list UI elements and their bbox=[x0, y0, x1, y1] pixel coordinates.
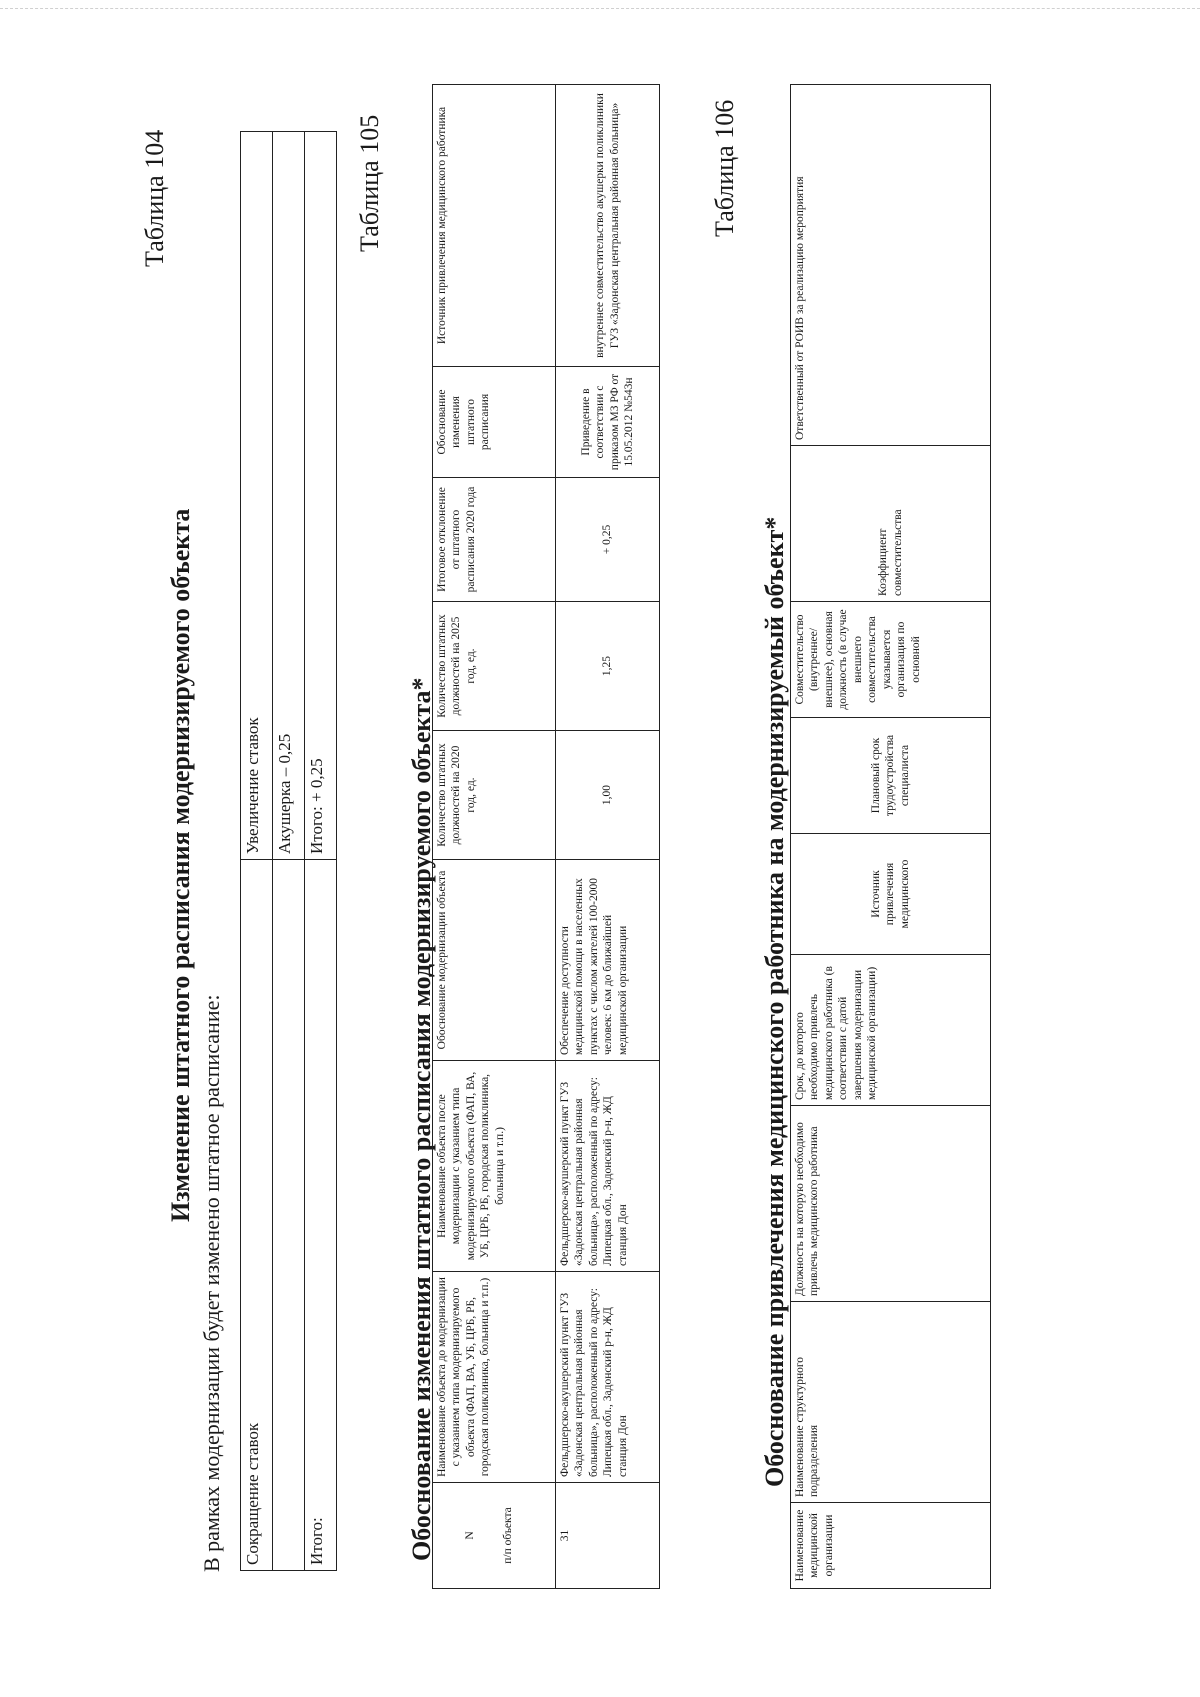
header-num bbox=[433, 1483, 556, 1589]
header-qty2025: Количество штатных должностей на 2025 год, ед. bbox=[433, 602, 556, 731]
table-104-label: Таблица 104 bbox=[140, 129, 169, 267]
table-104-lead: В рамках модернизации будет изменено штатное расписание: bbox=[199, 994, 224, 1572]
row-change-reason: Приведение в соответствии с приказом МЗ РФ от 15.05.2012 №543н bbox=[556, 367, 660, 478]
header-change-reason: Обоснование изменения штатного расписания bbox=[433, 367, 556, 478]
header-combo-text: Совместительство (внутреннее/внешнее), основная должность (в случае внешнего совместительства указывается организация по основной bbox=[794, 609, 922, 710]
header-planned: Плановый срок трудоустройства специалиста bbox=[791, 718, 991, 834]
row-qty2025: 1,25 bbox=[556, 602, 660, 731]
table-105-title: Обоснование изменения штатного расписания модернизируемого объекта* bbox=[407, 677, 436, 1561]
table-row bbox=[305, 132, 337, 1571]
header-responsible: Ответственный от РОИВ за реализацию мероприятия bbox=[791, 85, 991, 446]
table-105 bbox=[432, 84, 660, 1589]
total-right: Итого: + 0,25 bbox=[305, 132, 337, 860]
table-row bbox=[433, 85, 556, 1589]
table-106-label: Таблица 106 bbox=[710, 99, 739, 237]
header-source: Источник привлечения медицинского bbox=[791, 834, 991, 955]
row-reason: Обеспечение доступности медицинской помощи в населенных пунктах с числом жителей 100-2000 человек: 6 км до ближайшей медицинской организации bbox=[556, 860, 660, 1061]
header-org: Наименование медицинской организации bbox=[791, 1503, 991, 1589]
header-unit: Наименование структурного подразделения bbox=[791, 1302, 991, 1503]
table-row bbox=[241, 132, 273, 1571]
table-106-title: Обоснование привлечения медицинского работника на модернизируемый объект* bbox=[760, 516, 789, 1487]
table-104 bbox=[240, 131, 337, 1571]
header-num-n: N bbox=[464, 1531, 476, 1540]
header-deadline: Срок, до которого необходимо привлечь медицинского работника (в соответствии с датой завершения модернизации медицинской организации) bbox=[791, 955, 991, 1106]
row-deviation: + 0,25 bbox=[556, 478, 660, 602]
table-105-label: Таблица 105 bbox=[355, 114, 384, 252]
row-source: внутреннее совместительство акушерки поликлиники ГУЗ «Задонская центральная районная больница» bbox=[556, 85, 660, 367]
row-num: 31 bbox=[556, 1483, 660, 1589]
decrease-item bbox=[273, 860, 305, 1571]
table-106 bbox=[790, 84, 991, 1589]
table-104-title: Изменение штатного расписания модернизируемого объекта bbox=[166, 508, 195, 1222]
row-before: Фельдшерско-акушерский пункт ГУЗ «Задонская центральная районная больница», расположенный по адресу: Липецкая обл., Задонский р-н, ЖД станция Дон bbox=[556, 1272, 660, 1483]
table-row bbox=[273, 132, 305, 1571]
total-left: Итого: bbox=[305, 860, 337, 1571]
header-num-label: п/п объекта bbox=[502, 1507, 515, 1564]
header-combo bbox=[791, 602, 991, 718]
header-deviation: Итоговое отклонение от штатного расписания 2020 года bbox=[433, 478, 556, 602]
row-qty2020: 1,00 bbox=[556, 731, 660, 860]
header-after: Наименование объекта после модернизации с указанием типа модернизируемого объекта (ФАП, ВА, УБ, ЦРБ, РБ, городская поликлиника, больница и т.п.) bbox=[433, 1061, 556, 1272]
row-after: Фельдшерско-акушерский пункт ГУЗ «Задонская центральная районная больница», расположенный по адресу: Липецкая обл., Задонский р-н, ЖД станция Дон bbox=[556, 1061, 660, 1272]
header-before: Наименование объекта до модернизации с указанием типа модернизируемого объекта (ФАП, ВА, УБ, ЦРБ, РБ, городская поликлиника, больница и т.п.) bbox=[433, 1272, 556, 1483]
header-reason: Обоснование модернизации объекта bbox=[433, 860, 556, 1061]
table-row bbox=[791, 85, 991, 1589]
increase-header: Увеличение ставок bbox=[241, 132, 273, 860]
header-source: Источник привлечения медицинского работника bbox=[433, 85, 556, 367]
header-position: Должность на которую необходимо привлечь медицинского работника bbox=[791, 1106, 991, 1302]
table-row bbox=[556, 85, 660, 1589]
decrease-header: Сокращение ставок bbox=[241, 860, 273, 1571]
increase-item: Акушерка – 0,25 bbox=[273, 132, 305, 860]
header-coef: Коэффициент совместительства bbox=[791, 446, 991, 602]
header-qty2020: Количество штатных должностей на 2020 год, ед. bbox=[433, 731, 556, 860]
